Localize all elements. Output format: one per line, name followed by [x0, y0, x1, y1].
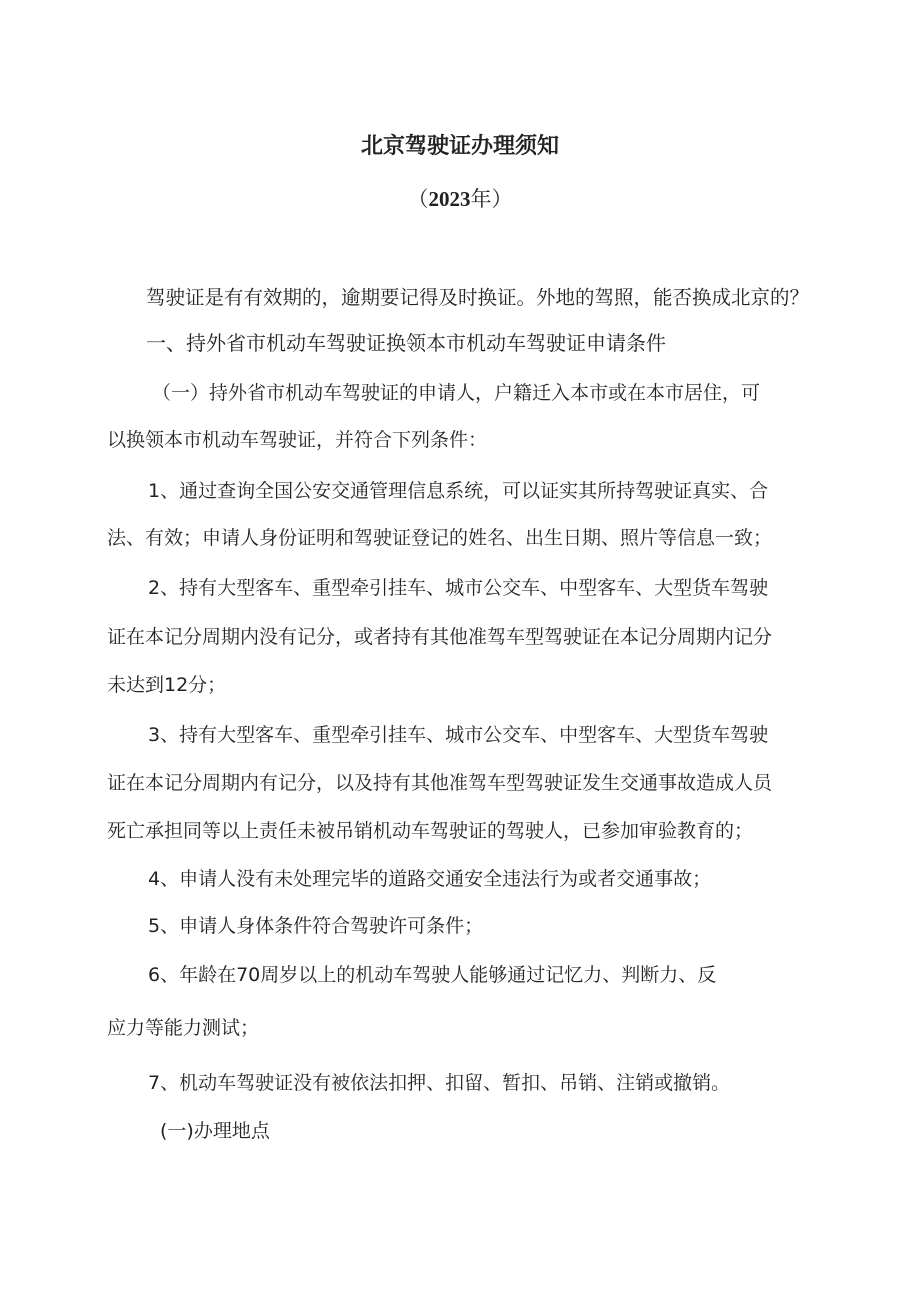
- condition-5: 5、申请人身体条件符合驾驶许可条件；: [148, 915, 484, 937]
- condition-2-line-2: 证在本记分周期内没有记分，或者持有其他准驾车型驾驶证在本记分周期内记分: [107, 626, 773, 648]
- condition-3-line-3: 死亡承担同等以上责任未被吊销机动车驾驶证的驾驶人，已参加审验教育的；: [107, 820, 754, 842]
- section-heading-conditions: 一、持外省市机动车驾驶证换领本市机动车驾驶证申请条件: [146, 331, 666, 355]
- condition-6-line-2: 应力等能力测试；: [107, 1017, 260, 1039]
- condition-2-line-1: 2、持有大型客车、重型牵引挂车、城市公交车、中型客车、大型货车驾驶: [148, 577, 769, 599]
- condition-7: 7、机动车驾驶证没有被依法扣押、扣留、暂扣、吊销、注销或撤销。: [148, 1072, 731, 1094]
- condition-4: 4、申请人没有未处理完毕的道路交通安全违法行为或者交通事故；: [148, 868, 712, 890]
- year-close: 年）: [470, 187, 513, 211]
- document-title: 北京驾驶证办理须知: [360, 134, 559, 159]
- condition-1-line-1: 1、通过查询全国公安交通管理信息系统，可以证实其所持驾驶证真实、合: [148, 480, 769, 502]
- year-number: 2023: [428, 187, 471, 211]
- subsection-1-line-1: （一）持外省市机动车驾驶证的申请人，户籍迁入本市或在本市居住，可: [152, 382, 761, 404]
- intro-paragraph: 驾驶证是有有效期的，逾期要记得及时换证。外地的驾照，能否换成北京的？: [146, 286, 810, 309]
- condition-6-line-1: 6、年龄在70周岁以上的机动车驾驶人能够通过记忆力、判断力、反: [148, 964, 717, 986]
- subsection-2-heading: (一)办理地点: [160, 1120, 270, 1142]
- year-open-paren: （: [407, 187, 429, 211]
- condition-2-line-3: 未达到12分；: [107, 674, 227, 696]
- subsection-1-line-2: 以换领本市机动车驾驶证，并符合下列条件：: [107, 429, 488, 451]
- condition-3-line-1: 3、持有大型客车、重型牵引挂车、城市公交车、中型客车、大型货车驾驶: [148, 724, 769, 746]
- condition-3-line-2: 证在本记分周期内有记分，以及持有其他准驾车型驾驶证发生交通事故造成人员: [107, 772, 773, 794]
- document-year: [0, 184, 920, 214]
- condition-1-line-2: 法、有效；申请人身份证明和驾驶证登记的姓名、出生日期、照片等信息一致；: [107, 527, 773, 549]
